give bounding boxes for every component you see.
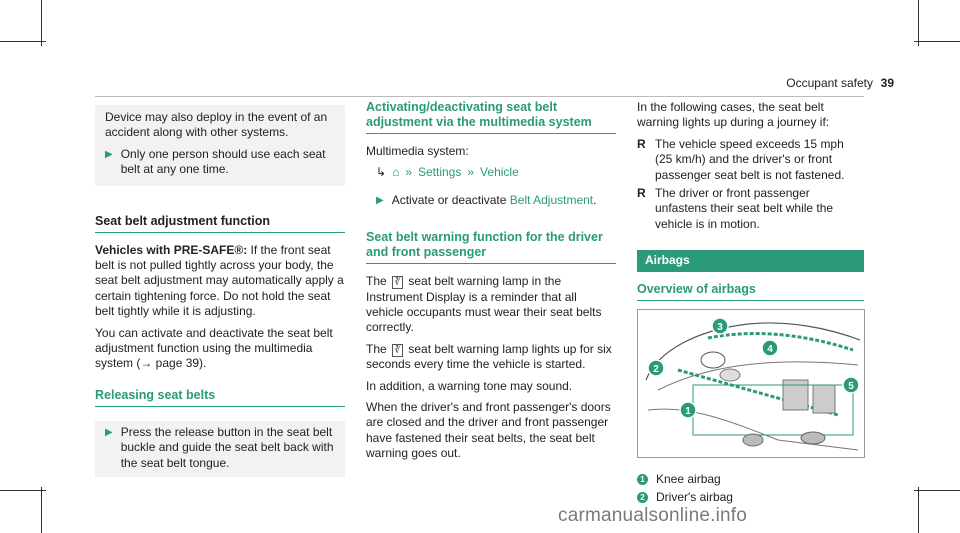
path-vehicle: Vehicle bbox=[480, 165, 519, 180]
activate-step-pre: Activate or deactivate bbox=[391, 192, 510, 207]
page-number: 39 bbox=[880, 76, 894, 90]
legend-label: Knee airbag bbox=[656, 471, 721, 486]
legend-number: 1 bbox=[637, 474, 648, 485]
crop-mark bbox=[914, 41, 960, 42]
presafe-lead: Vehicles with PRE‑SAFE®: bbox=[95, 242, 248, 257]
paragraph-activate: You can activate and deactivate the seat belt adjustment function using the multimedia system (→ page 39). bbox=[95, 325, 333, 371]
path-arrow-icon: ↳ bbox=[376, 165, 387, 180]
home-icon: ⌂ bbox=[392, 165, 400, 180]
heading-releasing: Releasing seat belts bbox=[95, 388, 345, 407]
activate-step bbox=[376, 193, 616, 208]
callout-4-text: 4 bbox=[767, 343, 773, 355]
running-header-title: Occupant safety bbox=[786, 76, 873, 90]
the-word: The bbox=[366, 274, 387, 289]
legend-item bbox=[637, 490, 864, 505]
warning-1-text: seat belt warning lamp in the Instrument Display is a reminder that all vehicle occupants must wear their seat belts correctly. bbox=[366, 274, 602, 335]
seat-belt-icon: ∛ bbox=[392, 344, 403, 357]
column-3 bbox=[637, 100, 864, 508]
heading-warning: Seat belt warning function for the driver and front passenger bbox=[366, 230, 616, 264]
chevron-icon: » bbox=[467, 165, 475, 180]
multimedia-label: Multimedia system: bbox=[366, 144, 469, 158]
legend-label: Driver's airbag bbox=[656, 490, 733, 505]
menu-path bbox=[376, 165, 616, 180]
heading-adjustment: Seat belt adjustment function bbox=[95, 214, 345, 233]
header-rule bbox=[95, 96, 864, 97]
step-arrow-icon: ▶ bbox=[376, 194, 384, 206]
callout-1-text: 1 bbox=[685, 405, 691, 417]
paragraph-warning-1 bbox=[366, 274, 616, 336]
paragraph-warning-2 bbox=[366, 342, 616, 373]
car-interior-drawing bbox=[638, 310, 864, 457]
crop-mark bbox=[918, 487, 919, 533]
activate-step-text bbox=[392, 193, 616, 208]
warning-2-text: seat belt warning lamp lights up for six seconds every time the vehicle is started. bbox=[366, 341, 612, 372]
callout-5 bbox=[843, 377, 859, 393]
the-word: The bbox=[366, 341, 387, 356]
note-step bbox=[105, 147, 339, 178]
crop-mark bbox=[41, 0, 42, 46]
note-text: Device may also deploy in the event of an accident along with other systems. bbox=[105, 110, 328, 140]
legend-number: 2 bbox=[637, 492, 648, 503]
bullet-mark: R bbox=[637, 186, 646, 201]
callout-3 bbox=[712, 318, 728, 334]
crop-mark bbox=[0, 490, 46, 491]
callout-2 bbox=[648, 360, 664, 376]
step-arrow-icon: ▶ bbox=[105, 148, 113, 160]
belt-adjustment-link: Belt Adjustment bbox=[509, 192, 594, 207]
paragraph-presafe bbox=[95, 243, 345, 320]
callout-5-text: 5 bbox=[848, 380, 854, 392]
column-2 bbox=[366, 100, 616, 468]
step-arrow-icon: ▶ bbox=[105, 426, 113, 438]
list-item bbox=[637, 137, 864, 183]
presafe-text: If the front seat belt is not pulled tightly across your body, the seat belt adjustment may automatically apply a certain tightening force. Do not hold the seat belt tightly while it is adjusting. bbox=[95, 242, 344, 319]
legend-item bbox=[637, 472, 864, 487]
airbag-illustration bbox=[637, 309, 865, 458]
bullet-text: The driver or front passenger unfastens their seat belt while the vehicle is in motion. bbox=[655, 186, 834, 231]
heading-activating: Activating/deactivating seat belt adjustment via the multimedia system bbox=[366, 100, 616, 134]
release-step bbox=[95, 421, 345, 477]
crop-mark bbox=[0, 41, 46, 42]
bullet-mark: R bbox=[637, 136, 646, 151]
heading-overview: Overview of airbags bbox=[637, 282, 864, 301]
callout-4 bbox=[762, 340, 778, 356]
note-step-text: Only one person should use each seat belt at any one time. bbox=[120, 146, 326, 177]
bullet-text: The vehicle speed exceeds 15 mph (25 km/h) and the driver's or front passenger seat belt is not fastened. bbox=[655, 136, 845, 182]
intro-text: In the following cases, the seat belt warning lights up during a journey if: bbox=[637, 100, 830, 130]
path-settings: Settings bbox=[418, 165, 462, 180]
section-airbags: Airbags bbox=[637, 250, 864, 271]
crop-mark bbox=[41, 487, 42, 533]
crop-mark bbox=[918, 0, 919, 46]
column-1 bbox=[95, 105, 345, 477]
seat-belt-icon: ∛ bbox=[392, 276, 403, 289]
crop-mark bbox=[914, 490, 960, 491]
paragraph-tone: In addition, a warning tone may sound. bbox=[366, 378, 573, 393]
callout-1 bbox=[680, 402, 696, 418]
callout-3-text: 3 bbox=[717, 321, 723, 333]
release-step-text: Press the release button in the seat belt buckle and guide the seat belt back with the seat belt tongue. bbox=[120, 424, 334, 470]
figure-legend bbox=[637, 472, 864, 506]
note-box bbox=[95, 105, 345, 186]
chevron-icon: » bbox=[405, 165, 412, 180]
watermark: carmanualsonline.info bbox=[558, 505, 748, 526]
callout-2-text: 2 bbox=[653, 363, 659, 375]
paragraph-goes-out: When the driver's and front passenger's doors are closed and the driver and front passenger have fastened their seat belts, the seat belt warning goes out. bbox=[366, 400, 611, 461]
list-item bbox=[637, 186, 864, 232]
activate-step-post: . bbox=[593, 192, 597, 207]
